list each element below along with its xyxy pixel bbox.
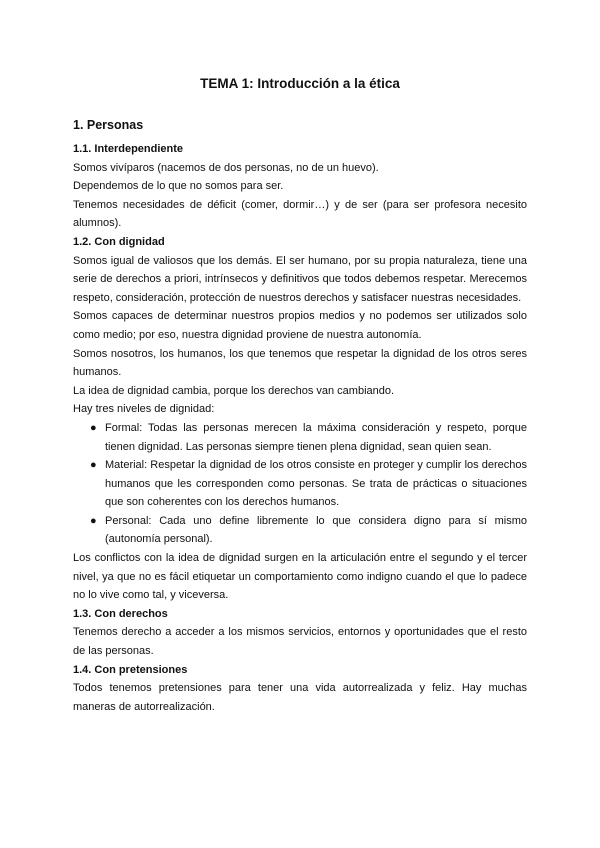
paragraph: Dependemos de lo que no somos para ser. (73, 180, 284, 193)
list-item-text: Formal: Todas las personas merecen la máxima consideración y respeto, porque tienen dignidad. Las personas siempre tienen plena dignidad, sean quien sean. (105, 421, 527, 453)
bullet-icon: ● (90, 421, 97, 434)
paragraph: Somos nosotros, los humanos, los que tenemos que respetar la dignidad de los otros seres humanos. (73, 347, 527, 379)
bullet-icon: ● (90, 514, 97, 527)
section-heading: 1. Personas (73, 118, 144, 132)
paragraph: Somos capaces de determinar nuestros propios medios y no podemos ser utilizados solo como medio; por eso, nuestra dignidad proviene de nuestra autonomía. (73, 310, 527, 341)
list-item-text: Material: Respetar la dignidad de los otros consiste en proteger y cumplir los derechos humanos que les corresponden como personas. Se trata de prácticas o situaciones que son coherentes con los derechos humanos. (105, 459, 527, 509)
list-item (90, 456, 527, 512)
paragraph: Todos tenemos pretensiones para tener una vida autorrealizada y feliz. Hay muchas maneras de autorrealización. (73, 682, 527, 713)
paragraph: Hay tres niveles de dignidad: (73, 403, 215, 416)
bullet-icon: ● (90, 459, 97, 472)
paragraph: Tenemos derecho a acceder a los mismos servicios, entornos y oportunidades que el resto de las personas. (73, 626, 527, 658)
document-body (73, 116, 527, 716)
subsection-heading: 1.2. Con dignidad (73, 235, 165, 248)
subsection-heading: 1.3. Con derechos (73, 607, 168, 620)
dignity-levels-list (73, 419, 527, 549)
subsection-heading: 1.4. Con pretensiones (73, 663, 188, 676)
list-item-text: Personal: Cada uno define libremente lo que considera digno para sí mismo (autonomía personal). (105, 514, 527, 546)
paragraph: Los conflictos con la idea de dignidad surgen en la articulación entre el segundo y el tercer nivel, ya que no es fácil etiquetar un comportamiento como indigno cuando el que lo padece no lo vive como tal, y viceversa. (73, 552, 527, 602)
page-title: TEMA 1: Introducción a la ética (200, 76, 400, 91)
paragraph: La idea de dignidad cambia, porque los derechos van cambiando. (73, 384, 395, 397)
subsection-heading: 1.1. Interdependiente (73, 143, 184, 155)
list-item (90, 512, 527, 549)
paragraph: Tenemos necesidades de déficit (comer, dormir…) y de ser (para ser profesora necesito alumnos). (73, 198, 527, 230)
paragraph: Somos vivíparos (nacemos de dos personas, no de un huevo). (73, 161, 379, 174)
paragraph: Somos igual de valiosos que los demás. El ser humano, por su propia naturaleza, tiene una serie de derechos a priori, intrínsecos y definitivos que todos debemos respetar. Merecemos respeto, consideración, protección de nuestros derechos y satisfacer nuestras necesidades. (73, 254, 527, 304)
list-item (90, 419, 527, 456)
